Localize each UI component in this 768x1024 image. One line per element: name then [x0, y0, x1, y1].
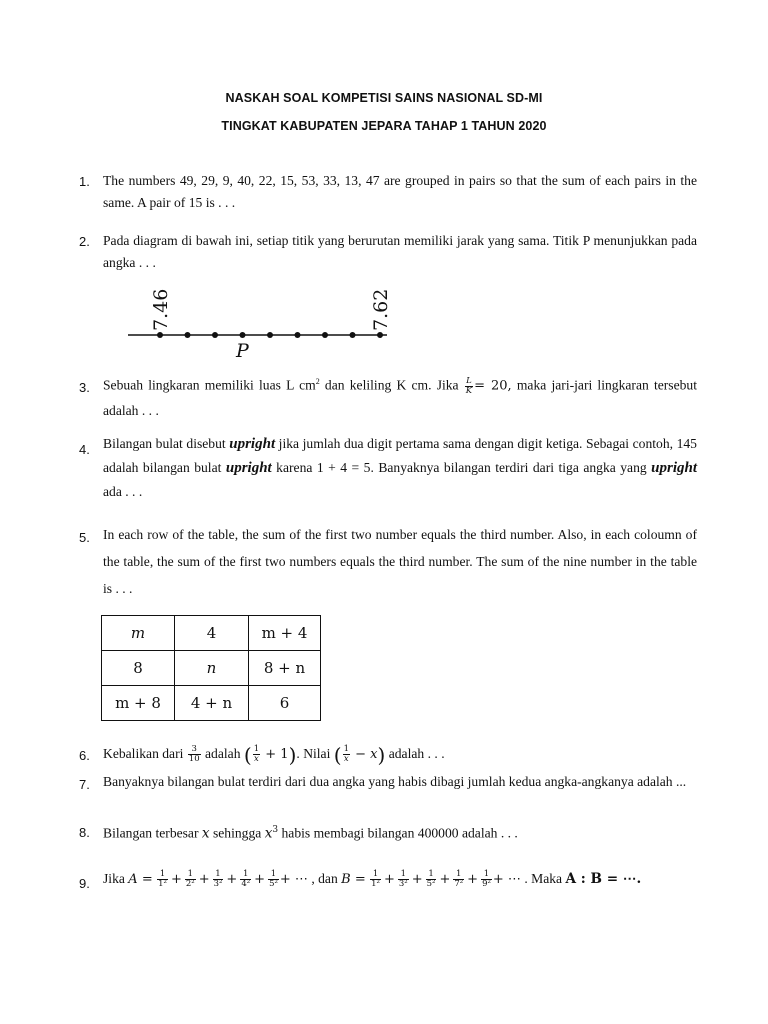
- document-title: NASKAH SOAL KOMPETISI SAINS NASIONAL SD-MI: [225, 91, 543, 105]
- series-fraction: $\frac{1}{\text{2²}}$: [185, 869, 195, 890]
- number-line-dot: [212, 332, 218, 338]
- question-number-9: 9.: [79, 876, 90, 891]
- question-8-text: Bilangan terbesar x sehingga $x^3$ habis membagi bilangan 400000 adalah . . .: [103, 825, 518, 842]
- series-a: $\frac{1}{\text{1²}}$ + $\frac{1}{\text{2²}}$ + $\frac{1}{\text{3²}}$ + $\frac{1}{\text{4²}}$ + $\frac{1}{\text{5²}}$: [158, 869, 278, 890]
- table-cell: 4 + n: [175, 686, 249, 721]
- number-line-dot: [322, 332, 328, 338]
- number-line-dot: [377, 332, 383, 338]
- question-1-text: The numbers 49, 29, 9, 40, 22, 15, 53, 33, 13, 47 are grouped in pairs so that the sum of each pairs in the same. A pair of 15 is . . .: [103, 173, 697, 210]
- number-line-dot: [267, 332, 273, 338]
- table-cell: m + 8: [102, 686, 175, 721]
- series-fraction: $\frac{1}{\text{1²}}$: [371, 869, 380, 890]
- series-fraction: $\frac{1}{\text{3²}}$: [213, 869, 223, 890]
- question-9-text: Jika A = $\frac{1}{\text{1²}}$ + $\frac{1}{\text{2²}}$ + $\frac{1}{\text{3²}}$ + $\frac{1}{\text{4²}}$ + $\frac{1}{\text{5²}}$ + ⋯ , dan B = $\frac{1}{\text{1²}}$ + $\frac{1}{\text{3²}}$ + $\frac{1}{\text{5²}}$ + $\frac{1}{\text{7²}}$ + $\frac{1}{\text{9²}}$ + ⋯ . Maka A : B = ⋯.: [103, 869, 642, 890]
- table-cell: m + 4: [249, 616, 321, 651]
- series-b: $\frac{1}{\text{1²}}$ + $\frac{1}{\text{3²}}$ + $\frac{1}{\text{5²}}$ + $\frac{1}{\text{7²}}$ + $\frac{1}{\text{9²}}$: [371, 869, 491, 890]
- table-cell: 8: [102, 651, 175, 686]
- question-number-7: 7.: [79, 777, 90, 792]
- table-cell: n: [175, 651, 249, 686]
- question-number-1: 1.: [79, 174, 90, 189]
- upright-term: upright: [225, 460, 272, 476]
- question-4-text: Bilangan bulat disebut upright jika jumlah dua digit pertama sama dengan digit ketiga. Sebagai contoh, 145 adalah bilangan bulat upright karena 1 + 4 = 5. Banyaknya bilangan terdiri dari tiga angka yang upright ada . . .: [103, 436, 698, 499]
- question-2-text: Pada diagram di bawah ini, setiap titik yang berurutan memiliki jarak yang sama. Titik P menunjukkan pada angka . . .: [103, 233, 697, 270]
- series-fraction: $\frac{1}{\text{4²}}$: [241, 869, 251, 890]
- question-number-6: 6.: [79, 748, 90, 763]
- question-6-text: Kebalikan dari $\frac{3}{10}$ adalah ( $\frac{1}{x}$ + 1). Nilai ( $\frac{1}{x}$ − x) adalah . . .: [103, 742, 445, 767]
- number-line-diagram: [125, 285, 395, 360]
- series-fraction: $\frac{1}{\text{1²}}$: [158, 869, 167, 890]
- document-subtitle: TINGKAT KABUPATEN JEPARA TAHAP 1 TAHUN 2020: [221, 119, 547, 133]
- left-value-label: 7.46: [150, 288, 172, 331]
- series-fraction: $\frac{1}{\text{5²}}$: [269, 869, 278, 890]
- series-fraction: $\frac{1}{\text{9²}}$: [482, 869, 491, 890]
- number-line-dot: [185, 332, 191, 338]
- sum-table: [101, 615, 321, 721]
- question-number-8: 8.: [79, 825, 90, 840]
- table-cell: 4: [175, 616, 249, 651]
- point-p-label: P: [236, 340, 249, 360]
- question-5-text: In each row of the table, the sum of the first two number equals the third number. Also, in each coloumn of the table, the sum of the first two numbers equals the third number. The sum of the nine number in the table is . . .: [103, 527, 697, 596]
- question-number-3: 3.: [79, 380, 90, 395]
- series-fraction: $\frac{1}{\text{3²}}$: [398, 869, 408, 890]
- number-line-dot: [240, 332, 246, 338]
- series-fraction: $\frac{1}{\text{5²}}$: [426, 869, 436, 890]
- table-cell: m: [102, 616, 175, 651]
- question-number-4: 4.: [79, 442, 90, 457]
- upright-term: upright: [651, 460, 698, 476]
- fraction-l-over-k: $\frac{L}{K}$: [465, 375, 473, 396]
- number-line-dot: [295, 332, 301, 338]
- question-7-text: Banyaknya bilangan bulat terdiri dari dua angka yang habis dibagi jumlah kedua angka-angkanya adalah ...: [103, 774, 687, 789]
- table-cell: 6: [249, 686, 321, 721]
- number-line-dot: [157, 332, 163, 338]
- table-row: [102, 651, 321, 686]
- upright-term: upright: [229, 436, 276, 452]
- question-3-text: Sebuah lingkaran memiliki luas L $cm^2$ dan keliling K cm. Jika $\frac{L}{K}$ = 20, maka jari-jari lingkaran tersebut adalah . . .: [103, 375, 698, 418]
- question-number-2: 2.: [79, 234, 90, 249]
- series-fraction: $\frac{1}{\text{7²}}$: [454, 869, 464, 890]
- table-row: [102, 686, 321, 721]
- question-number-5: 5.: [79, 530, 90, 545]
- number-line-dot: [350, 332, 356, 338]
- table-cell: 8 + n: [249, 651, 321, 686]
- right-value-label: 7.62: [370, 288, 392, 331]
- table-row: [102, 616, 321, 651]
